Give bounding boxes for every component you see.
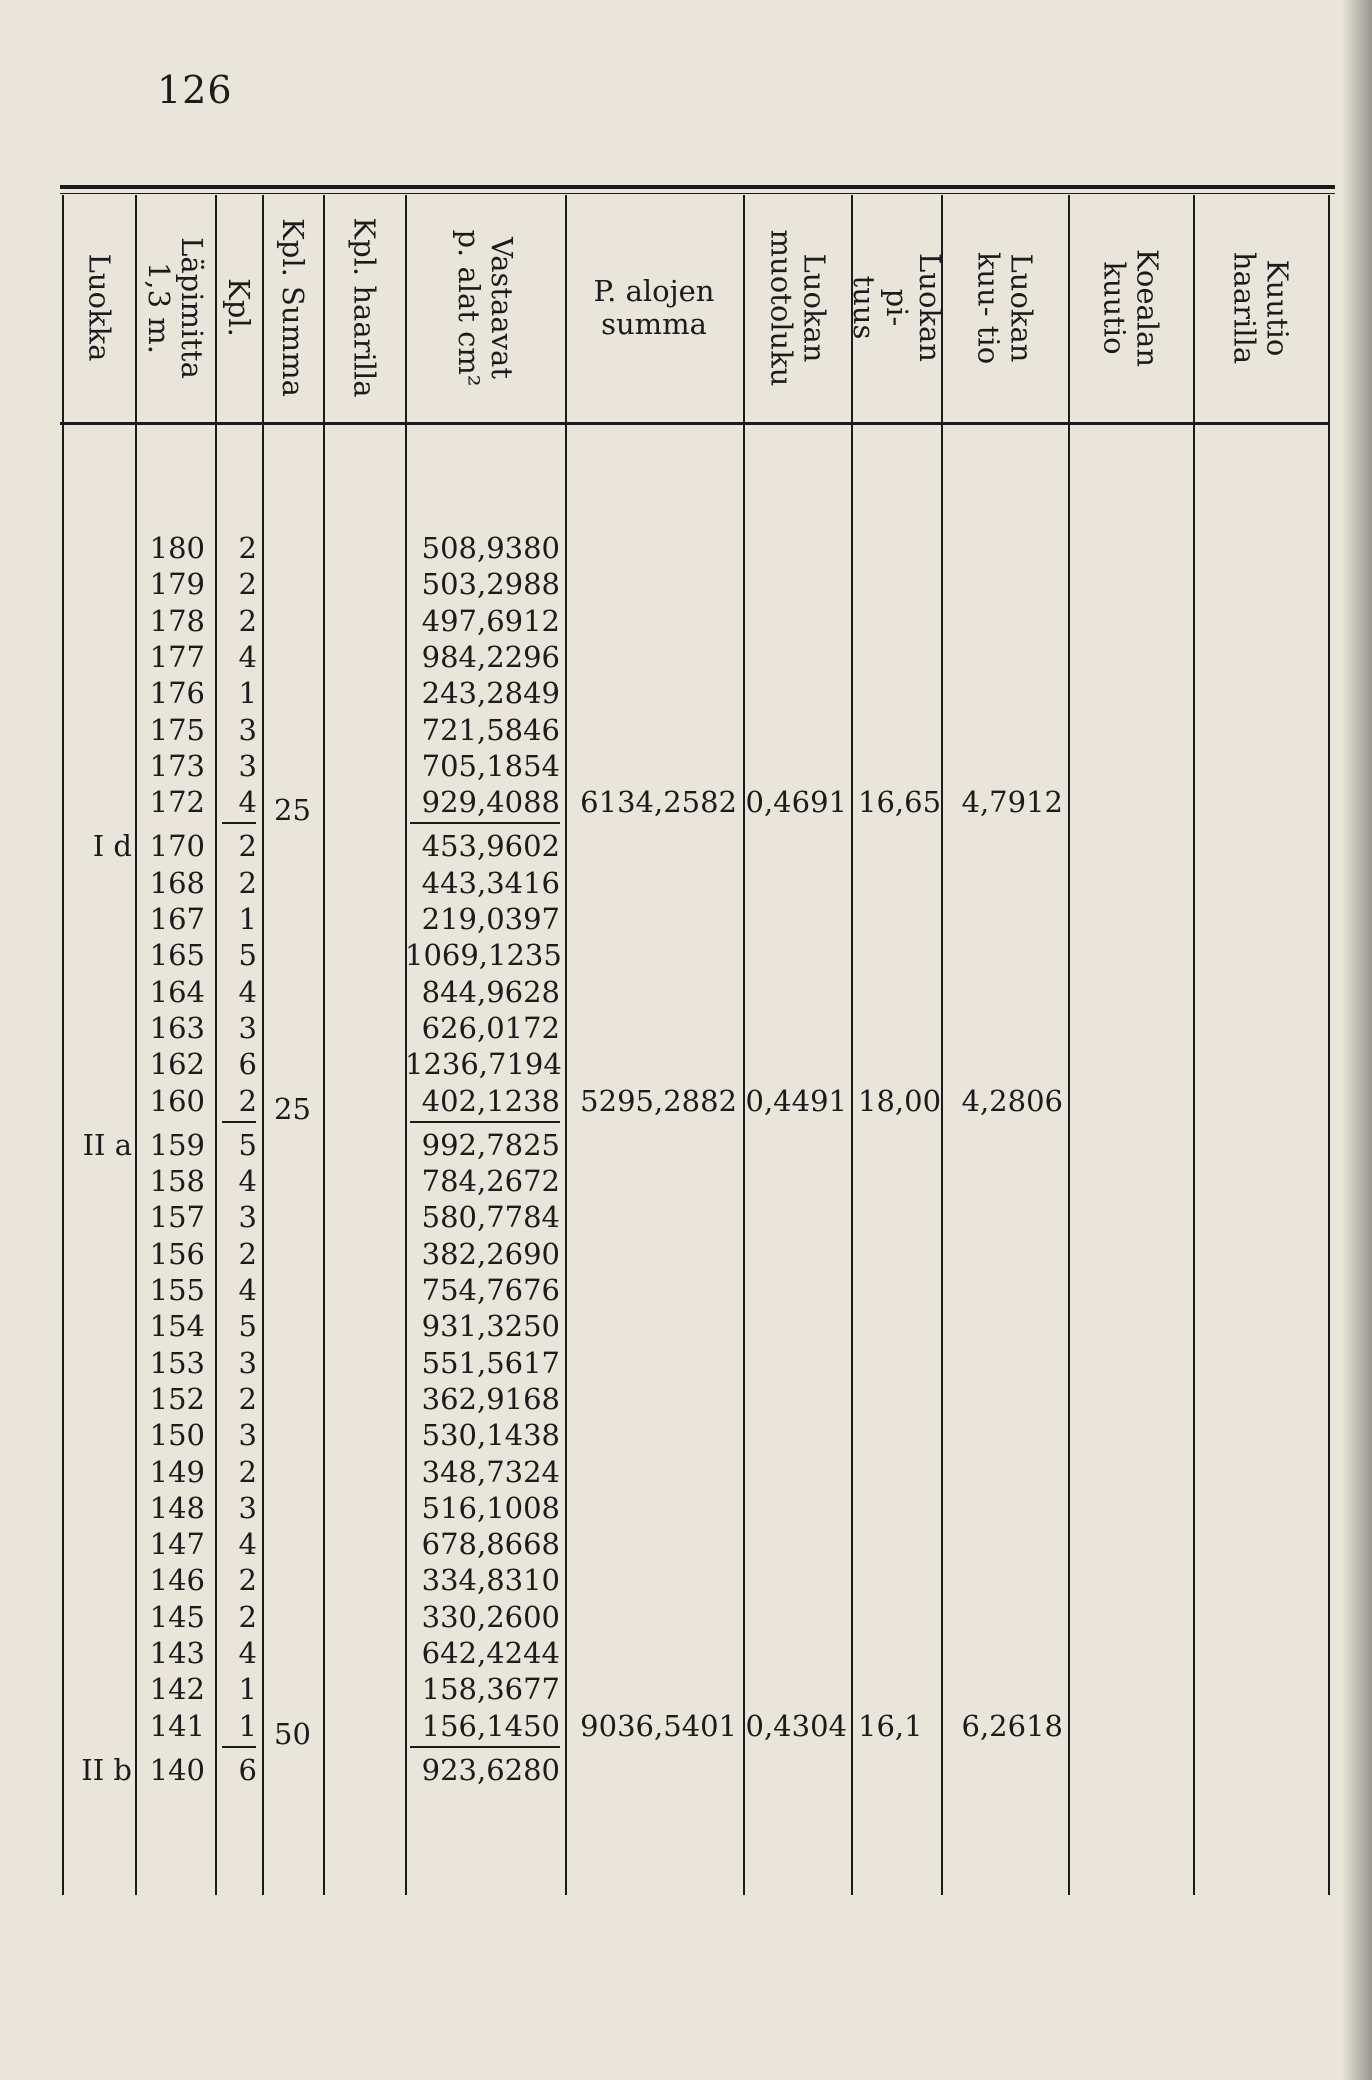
- count-underline: [222, 1121, 256, 1123]
- group-area-sum: 9036,5401: [580, 1708, 737, 1743]
- area-cell: 929,4088: [421, 785, 560, 820]
- count-cell: 6: [238, 1752, 257, 1787]
- diameter-cell: 148: [149, 1490, 205, 1525]
- diameter-cell: 178: [149, 603, 205, 638]
- column-line: [1193, 195, 1195, 1895]
- area-cell: 705,1854: [421, 748, 560, 783]
- diameter-cell: 179: [149, 567, 205, 602]
- diameter-cell: 156: [149, 1236, 205, 1271]
- header-luokan-pituus: Luokan pi- tuus: [846, 253, 947, 362]
- diameter-cell: 157: [149, 1200, 205, 1235]
- diameter-cell: 164: [149, 974, 205, 1009]
- table-top-rule-thin: [60, 193, 1335, 194]
- area-cell: 330,2600: [421, 1599, 560, 1634]
- diameter-cell: 141: [149, 1708, 205, 1743]
- class-label: I d: [92, 829, 132, 864]
- area-cell: 382,2690: [421, 1236, 560, 1271]
- header-vastaavat-alat: Vastaavat p. alat cm²: [452, 228, 519, 387]
- diameter-cell: 142: [149, 1672, 205, 1707]
- diameter-cell: 167: [149, 902, 205, 936]
- area-cell: 923,6280: [421, 1752, 560, 1787]
- group-height: 16,1: [858, 1708, 923, 1743]
- header-kpl-summa: Kpl. Summa: [276, 218, 310, 397]
- diameter-cell: 146: [149, 1563, 205, 1598]
- area-cell: 453,9602: [421, 829, 560, 864]
- area-cell: 334,8310: [421, 1563, 560, 1598]
- diameter-cell: 140: [149, 1752, 205, 1787]
- header-lapimitta: Läpimitta 1,3 m.: [142, 236, 210, 379]
- area-cell: 721,5846: [421, 712, 560, 747]
- table-top-rule: [60, 185, 1335, 189]
- count-cell: 1: [238, 676, 257, 711]
- count-cell: 5: [238, 938, 257, 973]
- diameter-cell: 159: [149, 1127, 205, 1162]
- diameter-cell: 155: [149, 1273, 205, 1307]
- area-cell: 219,0397: [421, 902, 560, 936]
- count-cell: 2: [238, 1599, 257, 1634]
- diameter-cell: 150: [149, 1418, 205, 1453]
- area-underline: [410, 1746, 560, 1748]
- area-cell: 784,2672: [421, 1164, 560, 1199]
- group-form-factor: 0,4304: [745, 1708, 847, 1743]
- diameter-cell: 160: [149, 1083, 205, 1118]
- count-cell: 3: [238, 748, 257, 783]
- diameter-cell: 168: [149, 865, 205, 900]
- count-cell: 2: [238, 1563, 257, 1598]
- header-koealan-kuutio: Koealan kuutio: [1097, 248, 1165, 367]
- count-cell: 3: [238, 1345, 257, 1380]
- diameter-cell: 147: [149, 1527, 205, 1562]
- group-count-sum: 25: [274, 793, 311, 828]
- column-line: [1068, 195, 1070, 1895]
- count-cell: 1: [238, 902, 257, 936]
- area-underline: [410, 1121, 560, 1123]
- count-cell: 2: [238, 567, 257, 602]
- count-cell: 2: [238, 603, 257, 638]
- area-cell: 984,2296: [421, 639, 560, 674]
- header-kpl-haarilla: Kpl. haarilla: [347, 217, 382, 398]
- column-line: [262, 195, 264, 1895]
- diameter-cell: 177: [149, 639, 205, 674]
- area-cell: 1236,7194: [405, 1047, 562, 1082]
- diameter-cell: 158: [149, 1164, 205, 1199]
- group-form-factor: 0,4691: [745, 785, 847, 820]
- area-cell: 443,3416: [421, 865, 560, 900]
- area-cell: 156,1450: [421, 1708, 560, 1743]
- diameter-cell: 162: [149, 1047, 205, 1082]
- diameter-cell: 154: [149, 1309, 205, 1344]
- area-cell: 348,7324: [421, 1454, 560, 1489]
- column-line: [851, 195, 853, 1895]
- count-cell: 3: [238, 1418, 257, 1453]
- diameter-cell: 180: [149, 531, 205, 565]
- group-volume: 6,2618: [961, 1708, 1063, 1743]
- header-luokan-kuutio: Luokan kuu- tio: [971, 251, 1039, 364]
- count-cell: 2: [238, 1083, 257, 1118]
- diameter-cell: 152: [149, 1381, 205, 1416]
- area-cell: 931,3250: [421, 1309, 560, 1344]
- count-cell: 4: [238, 974, 257, 1009]
- column-line: [1328, 195, 1330, 1895]
- page-edge-shadow: [1342, 0, 1372, 2080]
- area-cell: 580,7784: [421, 1200, 560, 1235]
- diameter-cell: 172: [149, 785, 205, 820]
- area-cell: 402,1238: [421, 1083, 560, 1118]
- count-underline: [222, 1746, 256, 1748]
- count-cell: 2: [238, 1236, 257, 1271]
- class-label: II b: [81, 1752, 132, 1787]
- group-area-sum: 5295,2882: [580, 1083, 737, 1118]
- diameter-cell: 163: [149, 1010, 205, 1045]
- diameter-cell: 175: [149, 712, 205, 747]
- count-cell: 6: [238, 1047, 257, 1082]
- diameter-cell: 153: [149, 1345, 205, 1380]
- group-volume: 4,2806: [961, 1083, 1063, 1118]
- count-cell: 1: [238, 1708, 257, 1743]
- group-count-sum: 25: [274, 1091, 311, 1126]
- header-kpl: Kpl.: [222, 278, 257, 337]
- area-cell: 1069,1235: [405, 938, 562, 973]
- area-cell: 243,2849: [421, 676, 560, 711]
- column-line: [62, 195, 64, 1895]
- diameter-cell: 143: [149, 1636, 205, 1670]
- area-cell: 642,4244: [421, 1636, 560, 1670]
- area-cell: 158,3677: [421, 1672, 560, 1707]
- table-header-rule: [60, 422, 1330, 425]
- group-area-sum: 6134,2582: [580, 785, 737, 820]
- group-height: 18,00: [858, 1083, 942, 1118]
- area-cell: 497,6912: [421, 603, 560, 638]
- area-cell: 992,7825: [421, 1127, 560, 1162]
- diameter-cell: 170: [149, 829, 205, 864]
- area-cell: 508,9380: [421, 531, 560, 565]
- area-underline: [410, 822, 560, 824]
- count-cell: 3: [238, 712, 257, 747]
- header-luokan-muotoluku: Luokan muotoluku: [764, 229, 832, 386]
- column-line: [565, 195, 567, 1895]
- count-cell: 3: [238, 1010, 257, 1045]
- count-underline: [222, 822, 256, 824]
- count-cell: 4: [238, 1273, 257, 1307]
- count-cell: 4: [238, 639, 257, 674]
- count-cell: 5: [238, 1127, 257, 1162]
- count-cell: 2: [238, 829, 257, 864]
- group-height: 16,65: [858, 785, 942, 820]
- count-cell: 4: [238, 785, 257, 820]
- page-number: 126: [157, 68, 233, 112]
- area-cell: 551,5617: [421, 1345, 560, 1380]
- header-p-alojen-summa: P. alojen summa: [593, 273, 715, 341]
- count-cell: 2: [238, 1454, 257, 1489]
- diameter-cell: 173: [149, 748, 205, 783]
- diameter-cell: 145: [149, 1599, 205, 1634]
- area-cell: 678,8668: [421, 1527, 560, 1562]
- area-cell: 530,1438: [421, 1418, 560, 1453]
- diameter-cell: 149: [149, 1454, 205, 1489]
- area-cell: 754,7676: [421, 1273, 560, 1307]
- count-cell: 5: [238, 1309, 257, 1344]
- area-cell: 844,9628: [421, 974, 560, 1009]
- area-cell: 503,2988: [421, 567, 560, 602]
- count-cell: 1: [238, 1672, 257, 1707]
- count-cell: 4: [238, 1164, 257, 1199]
- column-line: [743, 195, 745, 1895]
- column-line: [323, 195, 325, 1895]
- group-count-sum: 50: [274, 1716, 311, 1751]
- area-cell: 516,1008: [421, 1490, 560, 1525]
- header-kuutio-haarilla: Kuutio haarilla: [1227, 251, 1295, 364]
- area-cell: 362,9168: [421, 1381, 560, 1416]
- diameter-cell: 165: [149, 938, 205, 973]
- count-cell: 2: [238, 531, 257, 565]
- header-luokka: Luokka: [82, 253, 116, 362]
- count-cell: 2: [238, 1381, 257, 1416]
- count-cell: 4: [238, 1527, 257, 1562]
- column-line: [941, 195, 943, 1895]
- group-form-factor: 0,4491: [745, 1083, 847, 1118]
- diameter-cell: 176: [149, 676, 205, 711]
- count-cell: 3: [238, 1200, 257, 1235]
- area-cell: 626,0172: [421, 1010, 560, 1045]
- count-cell: 4: [238, 1636, 257, 1670]
- count-cell: 3: [238, 1490, 257, 1525]
- class-label: II a: [82, 1127, 132, 1162]
- group-volume: 4,7912: [961, 785, 1063, 820]
- count-cell: 2: [238, 865, 257, 900]
